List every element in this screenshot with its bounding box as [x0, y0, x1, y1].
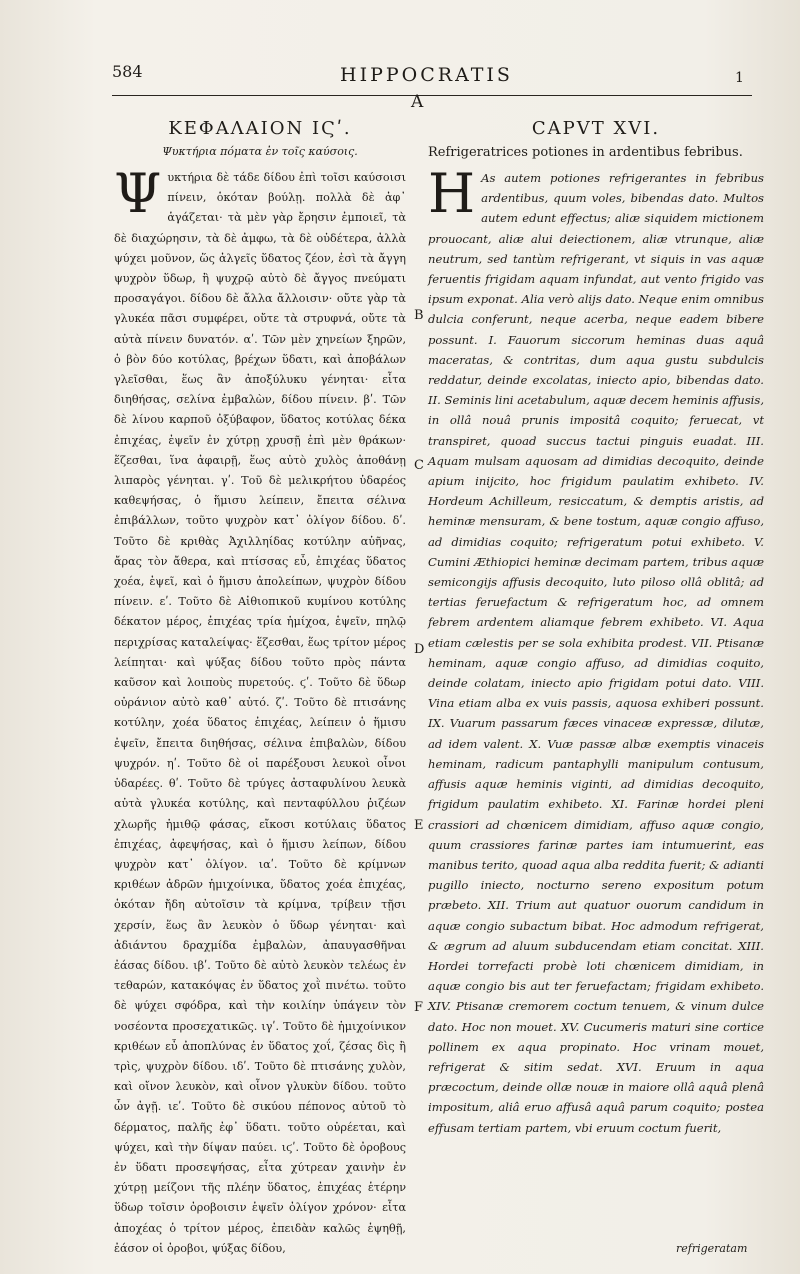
latin-column	[428, 118, 764, 1186]
greek-subtitle: Ψυκτήρια πόματα ἐν τοῖς καύσοις.	[162, 145, 358, 158]
margin-letter-f: F	[414, 1000, 424, 1015]
greek-column	[114, 118, 406, 1255]
greek-body-text: υκτήρια δὲ τάδε δίδου ἐπὶ τοῖσι καύσοισι πίνειν, ὁκόταν βούλῃ. πολλὰ δὲ ἀφ᾽ ἁγάζεται· τὰ μὲν γὰρ ἔρησιν ἐμποιεῖ, τὰ δὲ διαχώρησιν, τὰ δὲ ἀμφω, τὰ δὲ οὐδέτερα, ἀλλὰ ψύχει μοῦνον, ὥς ἀλγεῖς ὕδατος ζέον, ἐσὶ τὰ ἄγγη ψυχρὸν ὕδωρ, ἢ ψυχρῷ αὐτὸ δὲ ἄγγος πνεύματι προσαγάγοι. δίδου δὲ ἄλλα ἄλλοισιν· οὔτε γὰρ τὰ γλυκέα πᾶσι συμφέρει, οὔτε τὰ στρυφνά, οὔτε τὰ αὐτὰ πίνειν δυνατόν. αʹ. Τῶν μὲν χηνείων ξηρῶν, ὁ βὸν δύο κοτύλας, βρέχων ὕδατι, καὶ ἀποβάλων γλεῖσθαι, ἕως ἂν ἀποξύλυκυ γένηται· εἶτα διηθήσας, σελίνα ἐμβαλὼν, δίδου πίνειν. βʹ. Τῶν δὲ λίνου καρποῦ ὀξύβαφον, ὕδατος κοτύλας δέκα ἐπιχέας, ἐψεῖν ἐν χύτρῃ χρυσῇ ἐπὶ μὲν θράκων· ἕζεσθαι, ἵνα ἀφαιρῇ, ἕως αὐτὸ χυλὸς ἀποθάνῃ λιπαρὸς γένηται. γʹ. Τοῦ δὲ μελικρήτου ὑδαρέος καθεψήσας, ὁ ἥμισυ λείπειν, ἔπειτα σέλινα ἐπιβάλλων, τοῦτο ψυχρὸν κατ᾽ ὀλίγον δίδου. δʹ. Τοῦτο δὲ κριθὰς Ἀχιλληίδας κοτύλην αὐῆνας, ἄρας τὸν ἄθερα, καὶ πτίσσας εὖ, ἐπιχέας ὕδατος χοέα, ἑψεῖ, καὶ ὁ ἥμισυ ἀπολείπων, ψυχρὸν δίδου πίνειν. εʹ. Τοῦτο δὲ Αἰθιοπικοῦ κυμίνου κοτύλης δέκατον μέρος, ἐπιχέας τρία ἡμίχοα, ἑψεῖν, πηλῷ περιχρίσας καταλείψας· ἕζεσθαι, ἕως τρίτον μέρος λείπηται· καὶ ψύξας δίδου τοῦτο πρὸς πάντα καῦσον καὶ λοιποὺς πυρετούς. ϛʹ. Τοῦτο δὲ ὕδωρ οὐράνιον αὐτὸ καθ᾽ αὑτό. ζʹ. Τοῦτο δὲ πτισάνης κοτύλην, χοέα ὕδατος ἐπιχέας, λείπειν ὁ ἥμισυ ἐψεῖν, ἔπειτα διηθήσας, σέλινα ἐπιβαλὼν, δίδου ψυχρόν. ηʹ. Τοῦτο δὲ οἱ παρέξουσι λευκοὶ οἶνοι ὑδαρέες. θʹ. Τοῦτο δὲ τρύγες ἀσταφυλίνου λευκὰ αὐτὰ γλυκέα κοτύλης, καὶ πενταφύλλου ῥιζέων χλωρῆς ἡμιθῷ φάσας, εἴκοσι κοτύλαις ὕδατος ἐπιχέας, ἀφεψήσας, καὶ ὁ ἥμισυ λείπων, δίδου ψυχρὸν κατ᾽ ὀλίγον. ιαʹ. Τοῦτο δὲ κρίμνων κριθέων ἀδρῶν ἡμιχοίνικα, ὕδατος χοέα ἐπιχέας, ὁκόταν ἤδη αὐτοῖσιν τὰ κρίμνα, τρίβειν τῇσι χερσίν, ἕως ἂν λευκὸν ὁ ὕδωρ γένηται· καὶ ἀδιάντου δραχμίδα ἐμβαλὼν, ἀπαυγασθῆναι ἐάσας δίδου. ιβʹ. Τοῦτο δὲ αὐτὸ λευκὸν τελέως ἐν τεθαρών, κατακόψας ἐν ὕδατος χοῒ πινέτω. τοῦτο δὲ ψύχει σφόδρα, καὶ τὴν κοιλίην ὑπάγειν τὸν νοσέοντα προσεχατικῶς. ιγʹ. Τοῦτο δὲ ἡμιχοίνικον κριθέων εὖ ἀποπλύνας ἐν ὕδατος χοΐ, ζέσας δὶς ἢ τρὶς, ψυχρὸν δίδου. ιδʹ. Τοῦτο δὲ πτισάνης χυλὸν, καὶ οἴνον λευκὸν, καὶ οἶνον γλυκὺν δίδου. τοῦτο ὧν ἀγῇ. ιεʹ. Τοῦτο δὲ σικύου πέπονος αὐτοῦ τὸ δέρματος, παλῆς ἐφ᾽ ὕδατι. τοῦτο οὐρέεται, καὶ ψύχει, καὶ τὴν δίψαν παύει. ιϛʹ. Τοῦτο δὲ ὀροβους ἐν ὕδατι προσεψήσας, εἶτα χύτρεαν χαινὴν ἐν χύτρῃ μείζονι τῆς πλέην ὕδατος, ἐπιχέας ἑτέρην ὕδωρ τοῖσιν ὀροβοισιν ἑψεῖν ὀλίγον χρόνον· εἶτα ἀποχέας ὁ τρίτον μέρος, ἐπειδὰν καλῶς ἑψηθῇ, ἐάσον οἱ ὀροβοι, ψύξας δίδου,	[114, 171, 406, 1255]
latin-chapter-title: CAPVT XVI.	[531, 118, 661, 139]
latin-subtitle: Refrigeratrices potiones in ardentibus febribus.	[428, 145, 743, 160]
corner-mark: 1	[735, 70, 744, 86]
catchword: refrigeratam	[676, 1242, 748, 1255]
greek-dropcap: Ψ	[114, 162, 162, 225]
margin-letter-d: D	[414, 642, 425, 657]
section-letter-a: A	[411, 92, 424, 112]
margin-letter-e: E	[414, 818, 424, 833]
margin-letter-b: B	[414, 308, 424, 323]
greek-chapter-title: ΚΕΦΑΛΑΙΟΝ ΙϚʹ.	[168, 118, 352, 139]
page-number: 584	[112, 62, 143, 81]
latin-body-text: As autem potiones refrigerantes in febribus ardentibus, quum voles, bibendas dato. Multos autem edunt effectus; aliæ siquidem mictionem prouocant, aliæ alui deiectionem, aliæ vtrunque, aliæ neutrum, sed tantùm refrigerant, vt siquis in vas aquæ feruentis frigidam aquam infundat, aut vento frigido vas ipsum exponat. Alia verò alijs dato. Neque enim omnibus dulcia conferunt, neque acerba, neque eadem bibere possunt. I. Fauorum siccorum heminas duas aquâ maceratas, & contritas, dum aqua gustu subdulcis reddatur, deinde excolatas, iniecto apio, bibendas dato. II. Seminis lini acetabulum, aquæ decem heminis affusis, in ollâ nouâ prunis impositâ coquito; feruecat, vt transpiret, quoad succus tactui pinguis euadat. III. Aquam mulsam aquosam ad dimidias decoquito, deinde apium inijcito, hoc frigidum paulatim exhibeto. IV. Hordeum Achilleum, resiccatum, & demptis aristis, ad heminæ mensuram, & bene tostum, aquæ congio affuso, ad dimidias coquito; refrigeratum potui exhibeto. V. Cumini Æthiopici heminæ decimam partem, tribus aquæ semicongijs affusis decoquito, luto piloso ollâ oblitâ; ad tertias feruefactum & refrigeratum hoc, ad omnem febrem ardentem aliamque febrem exhibeto. VI. Aqua etiam cælestis per se sola exhibita prodest. VII. Ptisanæ heminam, aquæ congio affuso, ad dimidias coquito, deinde colatam, iniecto apio frigidam potui dato. VIII. Vina etiam alba ex vuis passis, aquosa exhiberi possunt. IX. Vuarum passarum fæces vinaceæ expressæ, dilutæ, ad idem valent. X. Vuæ passæ albæ exemptis vinaceis heminam, radicum pantaphylli manipulum contusum, affusis aquæ heminis viginti, ad dimidias decoquito, frigidum paulatim exhibeto. XI. Farinæ hordei pleni crassiori ad chœnicem dimidiam, affuso aquæ congio, quum crassiores farinæ partes iam intumuerint, eas manibus terito, quoad aqua alba reddita fuerit; & adianti pugillo iniecto, nocturno sereno expositum potum præbeto. XII. Trium aut quatuor ouorum candidum in aquæ congio subactum bibat. Hoc admodum refrigerat, & ægrum ad aluum subducendam etiam concitat. XIII. Hordei torrefacti probè loti chœnicem dimidiam, in aquæ congio bis aut ter feruefactam; frigidam exhibeto. XIV. Ptisanæ cremorem coctum tenuem, & vinum dulce dato. Hoc non mouet. XV. Cucumeris maturi sine cortice pollinem ex aqua propinato. Hoc vrinam mouet, refrigerat & sitim sedat. XVI. Eruum in aqua præcoctum, deinde ollæ nouæ in maiore ollâ aquâ plenâ impositum, aliâ eruo affusâ aquâ parum coquito; postea effusam tertiam partem, vbi eruum coctum fuerit,	[428, 171, 764, 1135]
latin-dropcap: H	[428, 162, 476, 225]
margin-letter-c: C	[414, 458, 424, 473]
latin-body	[428, 162, 764, 1186]
header-rule	[112, 95, 752, 96]
running-title: HIPPOCRATIS	[340, 64, 513, 86]
greek-body	[114, 162, 406, 1255]
